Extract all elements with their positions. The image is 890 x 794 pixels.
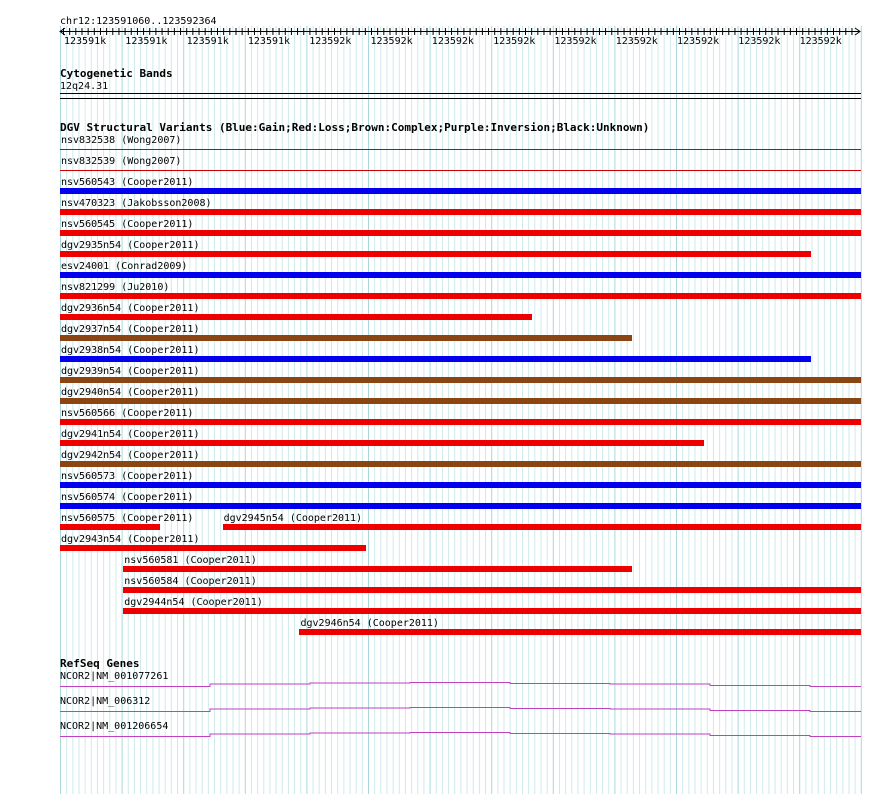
variant-label[interactable]: nsv560581 (Cooper2011): [124, 555, 257, 566]
ruler-tick-label: 123592k: [615, 36, 658, 47]
ruler-tick-label: 123591k: [247, 36, 291, 47]
variant-label[interactable]: dgv2943n54 (Cooper2011): [61, 534, 200, 545]
region-coordinates: chr12:123591060..123592364: [60, 16, 217, 27]
variant-label[interactable]: nsv821299 (Ju2010): [61, 282, 170, 293]
gene-model-line: [60, 708, 861, 712]
dgv-track-title: DGV Structural Variants (Blue:Gain;Red:Loss;Brown:Complex;Purple:Inversion;Black:Unknown): [60, 121, 650, 134]
variant-label[interactable]: dgv2937n54 (Cooper2011): [61, 324, 200, 335]
variant-label[interactable]: dgv2935n54 (Cooper2011): [61, 240, 200, 251]
variant-label[interactable]: dgv2942n54 (Cooper2011): [61, 450, 200, 461]
variant-label[interactable]: dgv2936n54 (Cooper2011): [61, 303, 200, 314]
ruler-tick-label: 123592k: [554, 36, 597, 47]
ruler-tick-label: 123592k: [799, 36, 842, 47]
gene-model-line: [60, 733, 861, 737]
variant-label[interactable]: nsv560543 (Cooper2011): [61, 177, 194, 188]
variant-label[interactable]: dgv2941n54 (Cooper2011): [61, 429, 200, 440]
ruler-tick-label: 123592k: [677, 36, 720, 47]
variant-label[interactable]: nsv470323 (Jakobsson2008): [61, 198, 212, 209]
cytoband-track-title: Cytogenetic Bands: [60, 67, 173, 80]
gene-label[interactable]: NCOR2|NM_006312: [60, 696, 151, 707]
variant-label[interactable]: nsv560545 (Cooper2011): [61, 219, 194, 230]
cytoband-label[interactable]: 12q24.31: [60, 81, 109, 92]
variant-label[interactable]: dgv2940n54 (Cooper2011): [61, 387, 200, 398]
refseq-track-title: RefSeq Genes: [60, 657, 140, 670]
gene-label[interactable]: NCOR2|NM_001206654: [60, 721, 169, 732]
variant-label[interactable]: dgv2945n54 (Cooper2011): [223, 513, 363, 524]
variant-label[interactable]: esv24001 (Conrad2009): [61, 261, 188, 272]
variant-label[interactable]: dgv2938n54 (Cooper2011): [61, 345, 200, 356]
gene-model-line: [60, 683, 861, 687]
ruler-tick-label: 123592k: [738, 36, 781, 47]
ruler-tick-label: 123591k: [125, 36, 168, 47]
variant-label[interactable]: nsv560584 (Cooper2011): [124, 576, 257, 587]
variant-label[interactable]: nsv832538 (Wong2007): [61, 135, 182, 146]
ruler-tick-label: 123592k: [493, 36, 536, 47]
gene-label[interactable]: NCOR2|NM_001077261: [60, 671, 169, 682]
variant-label[interactable]: dgv2944n54 (Cooper2011): [124, 597, 263, 608]
variant-label[interactable]: dgv2939n54 (Cooper2011): [61, 366, 200, 377]
variant-label[interactable]: nsv560574 (Cooper2011): [61, 492, 194, 503]
variant-label[interactable]: dgv2946n54 (Cooper2011): [300, 618, 439, 629]
variant-label[interactable]: nsv560566 (Cooper2011): [61, 408, 194, 419]
ruler-tick-label: 123591k: [186, 36, 229, 47]
ruler-tick-label: 123591k: [64, 36, 107, 47]
variant-label[interactable]: nsv560573 (Cooper2011): [61, 471, 194, 482]
ruler-tick-label: 123592k: [309, 36, 352, 47]
ruler-tick-label: 123592k: [431, 36, 474, 47]
variant-label[interactable]: nsv832539 (Wong2007): [61, 156, 182, 167]
ruler-tick-label: 123592k: [370, 36, 413, 47]
variant-label[interactable]: nsv560575 (Cooper2011): [61, 513, 194, 524]
